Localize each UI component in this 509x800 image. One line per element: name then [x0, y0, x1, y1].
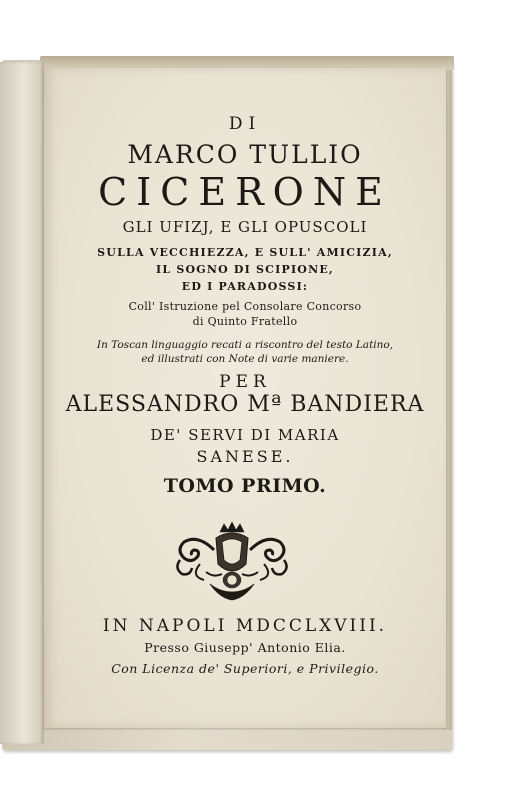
author-last-name: CICERONE: [98, 170, 392, 214]
preposition-di: DI: [228, 114, 262, 134]
book-spine: [0, 62, 44, 744]
printers-ornament-icon: [170, 520, 294, 602]
subjects-line-2: IL SOGNO DI SCIPIONE,: [156, 263, 334, 276]
religious-order: DE' SERVI DI MARIA: [150, 426, 340, 444]
imprint-place-year: IN NAPOLI MDCCLXVIII.: [102, 616, 388, 636]
printer-line: Presso Giusepp' Antonio Elia.: [144, 640, 346, 655]
license-line: Con Licenza de' Superiori, e Privilegio.: [111, 661, 379, 676]
translator-name: ALESSANDRO Mª BANDIERA: [65, 392, 425, 417]
works-title: GLI UFIZJ, E GLI OPUSCOLI: [122, 218, 368, 236]
translation-line-2: ed illustrati con Note di varie maniere.: [141, 353, 349, 365]
translation-line-1: In Toscan linguaggio recati a riscontro del testo Latino,: [96, 339, 394, 351]
per-label: PER: [219, 372, 271, 392]
instruction-line-1: Coll' Istruzione pel Consolare Concorso: [128, 300, 362, 313]
subjects-line-3: ED I PARADOSSI:: [181, 280, 309, 293]
author-first-name: MARCO TULLIO: [127, 140, 363, 169]
translator-origin: SANESE.: [196, 447, 294, 466]
volume-label: TOMO PRIMO.: [163, 475, 327, 497]
instruction-line-2: di Quinto Fratello: [192, 315, 298, 328]
subjects-line-1: SULLA VECCHIEZZA, E SULL' AMICIZIA,: [97, 246, 393, 259]
